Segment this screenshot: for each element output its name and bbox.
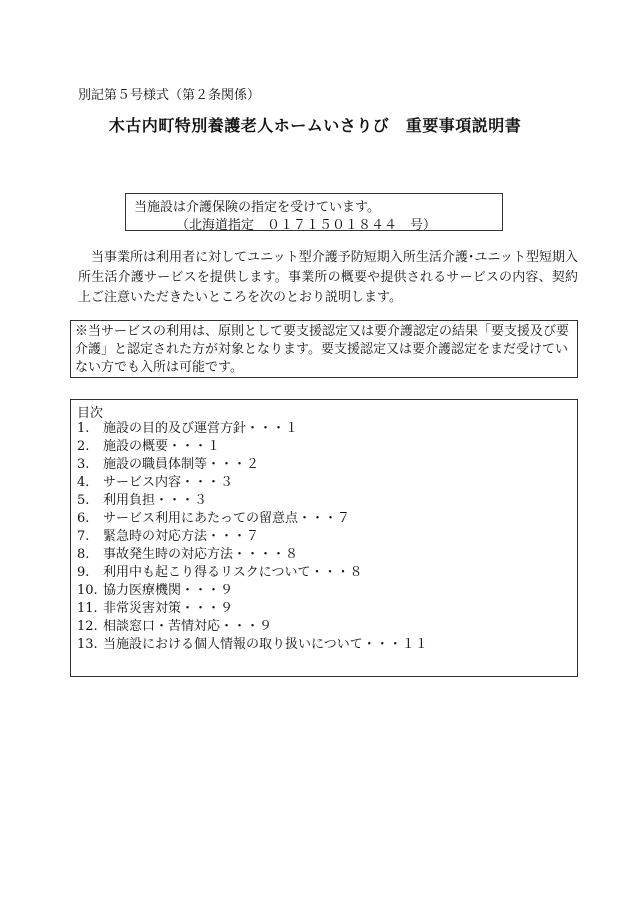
toc-item <box>77 600 428 618</box>
toc-item-text: 協力医療機関・・・９ <box>103 583 234 598</box>
toc-item <box>77 636 428 654</box>
toc-item <box>77 492 428 510</box>
toc-item-number: 6. <box>77 511 90 526</box>
toc-list <box>77 420 428 654</box>
toc-item-text: 施設の職員体制等・・・２ <box>103 457 260 472</box>
toc-item-number: 8. <box>77 547 90 562</box>
form-label: 別記第５号様式（第２条関係） <box>78 88 261 103</box>
toc-item-number: 1. <box>77 421 90 436</box>
toc-item-number: 4. <box>77 475 90 490</box>
toc-item <box>77 582 428 600</box>
table-of-contents <box>70 399 578 677</box>
toc-item <box>77 528 428 546</box>
toc-item <box>77 564 428 582</box>
designation-notice-text: 当施設は介護保険の指定を受けています。 <box>134 200 380 215</box>
toc-item-number: 2. <box>77 439 90 454</box>
toc-item-number: 10. <box>77 583 98 598</box>
toc-item-number: 9. <box>77 565 90 580</box>
toc-item-text: 緊急時の対応方法・・・７ <box>103 529 260 544</box>
toc-item-number: 12. <box>77 619 98 634</box>
toc-item-text: 施設の目的及び運営方針・・・１ <box>103 421 299 436</box>
toc-item-text: サービス利用にあたっての留意点・・・７ <box>103 511 351 526</box>
toc-item-number: 7. <box>77 529 90 544</box>
toc-item <box>77 420 428 438</box>
toc-item-text: サービス内容・・・３ <box>103 475 234 490</box>
intro-paragraph: 当事業所は利用者に対してユニット型介護予防短期入所生活介護･ユニット型短期入所生活介護サービスを提供します。事業所の概要や提供されるサービスの内容、契約上ご注意いただきたいところを次のとおり説明します。 <box>78 250 578 305</box>
document-title: 木古内町特別養護老人ホームいさりび 重要事項説明書 <box>108 116 522 135</box>
toc-item-text: 施設の概要・・・１ <box>103 439 221 454</box>
designation-notice-box <box>125 193 503 231</box>
toc-item-number: 5. <box>77 493 90 508</box>
toc-item-number: 13. <box>77 637 98 652</box>
toc-item-text: 利用負担・・・３ <box>103 493 208 508</box>
toc-item-number: 11. <box>77 601 98 616</box>
toc-item-number: 3. <box>77 457 90 472</box>
designation-number: （北海道指定 ０１７１５０１８４４ 号） <box>176 218 437 233</box>
toc-item-text: 相談窓口・苦情対応・・・９ <box>103 619 273 634</box>
eligibility-note-box: ※当サービスの利用は、原則として要支援認定又は要介護認定の結果「要支援及び要介護」と認定された方が対象となります。要支援認定又は要介護認定をまだ受けていない方でも入所は可能です。 <box>70 320 578 378</box>
toc-item <box>77 474 428 492</box>
toc-item <box>77 438 428 456</box>
toc-item-text: 事故発生時の対応方法・・・・８ <box>103 547 299 562</box>
toc-item <box>77 546 428 564</box>
toc-item <box>77 510 428 528</box>
toc-item-text: 非常災害対策・・・９ <box>103 601 234 616</box>
toc-heading: 目次 <box>77 406 104 421</box>
toc-item <box>77 618 428 636</box>
toc-item-text: 利用中も起こり得るリスクについて・・・８ <box>103 565 363 580</box>
toc-item <box>77 456 428 474</box>
toc-item-text: 当施設における個人情報の取り扱いについて・・・１１ <box>103 637 428 652</box>
